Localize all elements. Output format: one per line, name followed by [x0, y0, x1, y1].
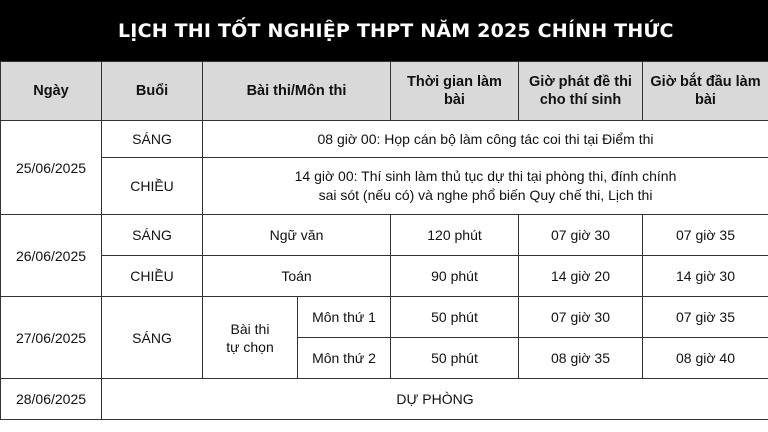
subject-cell: Toán [203, 256, 391, 297]
table-row [1, 215, 768, 256]
header-bai-thi: Bài thi/Môn thi [203, 62, 391, 121]
duration-cell: 50 phút [391, 338, 519, 379]
distribute-cell: 08 giờ 35 [519, 338, 643, 379]
session-cell: CHIỀU [102, 256, 203, 297]
table-row [1, 297, 768, 338]
table-row [1, 121, 768, 158]
header-gio-phat-de: Giờ phát đề thi cho thí sinh [519, 62, 643, 121]
table-row [1, 256, 768, 297]
header-buoi: Buổi [102, 62, 203, 121]
duration-cell: 120 phút [391, 215, 519, 256]
header-row [1, 62, 768, 121]
group-line: tự chọn [226, 338, 274, 355]
table-row [1, 158, 768, 215]
page-title: LỊCH THI TỐT NGHIỆP THPT NĂM 2025 CHÍNH THỨC [118, 19, 674, 42]
exam-schedule-table [0, 61, 768, 420]
table-row [1, 379, 768, 420]
session-cell: SÁNG [102, 297, 203, 379]
session-cell: CHIỀU [102, 158, 203, 215]
session-cell: SÁNG [102, 121, 203, 158]
group-cell [203, 297, 298, 379]
distribute-cell: 14 giờ 20 [519, 256, 643, 297]
note-cell [203, 158, 768, 215]
start-cell: 08 giờ 40 [643, 338, 768, 379]
date-cell: 26/06/2025 [1, 215, 102, 297]
date-cell: 25/06/2025 [1, 121, 102, 215]
subject-cell: Môn thứ 1 [298, 297, 391, 338]
title-bar [0, 0, 768, 61]
header-thoi-gian: Thời gian làm bài [391, 62, 519, 121]
date-cell: 27/06/2025 [1, 297, 102, 379]
header-ngay: Ngày [1, 62, 102, 121]
session-cell: SÁNG [102, 215, 203, 256]
header-gio-bat-dau: Giờ bắt đầu làm bài [643, 62, 768, 121]
group-line: Bài thi [230, 320, 270, 337]
duration-cell: 50 phút [391, 297, 519, 338]
note-cell: DỰ PHÒNG [102, 379, 768, 420]
subject-cell: Ngữ văn [203, 215, 391, 256]
duration-cell: 90 phút [391, 256, 519, 297]
subject-cell: Môn thứ 2 [298, 338, 391, 379]
date-cell: 28/06/2025 [1, 379, 102, 420]
note-line: sai sót (nếu có) và nghe phổ biến Quy chế thi, Lịch thi [318, 187, 653, 203]
note-line: 14 giờ 00: Thí sinh làm thủ tục dự thi tại phòng thi, đính chính [294, 168, 677, 184]
start-cell: 14 giờ 30 [643, 256, 768, 297]
distribute-cell: 07 giờ 30 [519, 297, 643, 338]
start-cell: 07 giờ 35 [643, 215, 768, 256]
note-cell: 08 giờ 00: Họp cán bộ làm công tác coi thi tại Điểm thi [203, 121, 768, 158]
start-cell: 07 giờ 35 [643, 297, 768, 338]
distribute-cell: 07 giờ 30 [519, 215, 643, 256]
